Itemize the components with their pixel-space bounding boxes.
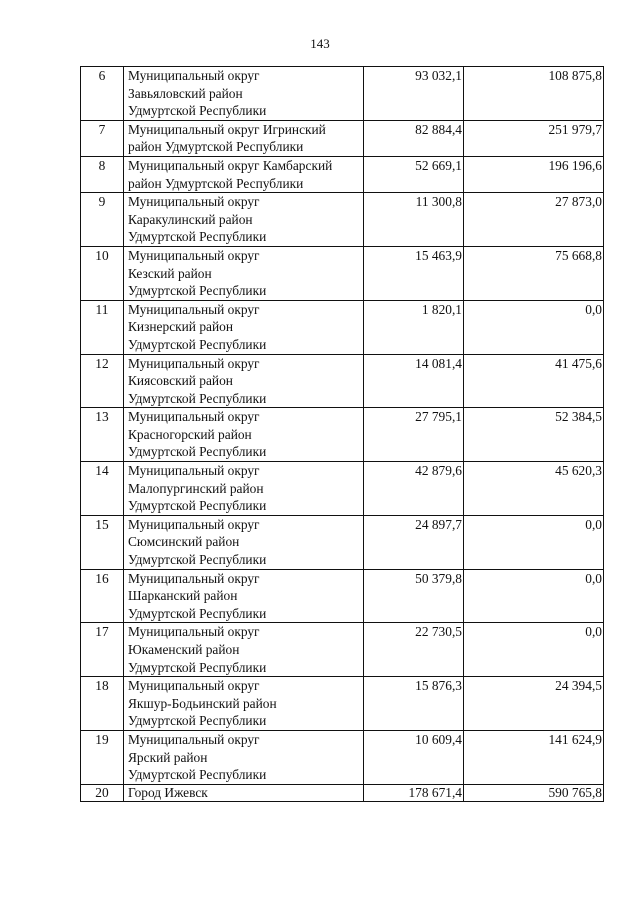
budget-table xyxy=(80,66,604,802)
table-row xyxy=(81,569,604,623)
value-2-cell: 590 765,8 xyxy=(464,784,604,801)
value-2-cell: 45 620,3 xyxy=(464,462,604,516)
value-1-cell: 50 379,8 xyxy=(364,569,464,623)
table-row xyxy=(81,730,604,784)
district-name-cell: Муниципальный округ Кезский район Удмуртской Республики xyxy=(124,246,364,300)
value-2-cell: 52 384,5 xyxy=(464,408,604,462)
table-row xyxy=(81,300,604,354)
value-2-cell: 141 624,9 xyxy=(464,730,604,784)
district-name-cell: Муниципальный округ Малопургинский район Удмуртской Республики xyxy=(124,462,364,516)
district-name-cell: Муниципальный округ Завьяловский район Удмуртской Республики xyxy=(124,67,364,121)
table-row xyxy=(81,623,604,677)
row-number-cell: 13 xyxy=(81,408,124,462)
table-row xyxy=(81,462,604,516)
row-number-cell: 14 xyxy=(81,462,124,516)
row-number-cell: 9 xyxy=(81,193,124,247)
value-2-cell: 0,0 xyxy=(464,569,604,623)
row-number-cell: 7 xyxy=(81,120,124,156)
value-1-cell: 1 820,1 xyxy=(364,300,464,354)
district-name-cell: Муниципальный округ Сюмсинский район Удмуртской Республики xyxy=(124,515,364,569)
row-number-cell: 20 xyxy=(81,784,124,801)
value-1-cell: 14 081,4 xyxy=(364,354,464,408)
district-name-cell: Муниципальный округ Камбарский район Удмуртской Республики xyxy=(124,156,364,192)
row-number-cell: 10 xyxy=(81,246,124,300)
value-1-cell: 22 730,5 xyxy=(364,623,464,677)
table-row xyxy=(81,515,604,569)
value-2-cell: 251 979,7 xyxy=(464,120,604,156)
table-row xyxy=(81,67,604,121)
table-row xyxy=(81,408,604,462)
value-1-cell: 178 671,4 xyxy=(364,784,464,801)
row-number-cell: 19 xyxy=(81,730,124,784)
value-2-cell: 108 875,8 xyxy=(464,67,604,121)
value-1-cell: 15 463,9 xyxy=(364,246,464,300)
table-row xyxy=(81,120,604,156)
table-row xyxy=(81,784,604,801)
row-number-cell: 6 xyxy=(81,67,124,121)
value-2-cell: 41 475,6 xyxy=(464,354,604,408)
district-name-cell: Муниципальный округ Киясовский район Удмуртской Республики xyxy=(124,354,364,408)
table-row xyxy=(81,193,604,247)
district-name-cell: Муниципальный округ Каракулинский район Удмуртской Республики xyxy=(124,193,364,247)
value-1-cell: 11 300,8 xyxy=(364,193,464,247)
value-1-cell: 15 876,3 xyxy=(364,677,464,731)
value-1-cell: 82 884,4 xyxy=(364,120,464,156)
table-row xyxy=(81,677,604,731)
value-1-cell: 42 879,6 xyxy=(364,462,464,516)
row-number-cell: 11 xyxy=(81,300,124,354)
value-2-cell: 0,0 xyxy=(464,515,604,569)
value-2-cell: 75 668,8 xyxy=(464,246,604,300)
row-number-cell: 16 xyxy=(81,569,124,623)
value-2-cell: 196 196,6 xyxy=(464,156,604,192)
district-name-cell: Муниципальный округ Красногорский район Удмуртской Республики xyxy=(124,408,364,462)
row-number-cell: 17 xyxy=(81,623,124,677)
value-2-cell: 0,0 xyxy=(464,623,604,677)
district-name-cell: Муниципальный округ Кизнерский район Удмуртской Республики xyxy=(124,300,364,354)
table-body xyxy=(81,67,604,802)
row-number-cell: 18 xyxy=(81,677,124,731)
row-number-cell: 15 xyxy=(81,515,124,569)
table-row xyxy=(81,354,604,408)
row-number-cell: 12 xyxy=(81,354,124,408)
value-2-cell: 0,0 xyxy=(464,300,604,354)
district-name-cell: Муниципальный округ Юкаменский район Удмуртской Республики xyxy=(124,623,364,677)
district-name-cell: Муниципальный округ Шарканский район Удмуртской Республики xyxy=(124,569,364,623)
value-1-cell: 93 032,1 xyxy=(364,67,464,121)
table-row xyxy=(81,246,604,300)
district-name-cell: Муниципальный округ Якшур-Бодьинский район Удмуртской Республики xyxy=(124,677,364,731)
district-name-cell: Город Ижевск xyxy=(124,784,364,801)
value-2-cell: 27 873,0 xyxy=(464,193,604,247)
value-1-cell: 24 897,7 xyxy=(364,515,464,569)
value-1-cell: 10 609,4 xyxy=(364,730,464,784)
value-1-cell: 27 795,1 xyxy=(364,408,464,462)
district-name-cell: Муниципальный округ Игринский район Удмуртской Республики xyxy=(124,120,364,156)
value-2-cell: 24 394,5 xyxy=(464,677,604,731)
page-number: 143 xyxy=(310,36,330,51)
district-name-cell: Муниципальный округ Ярский район Удмуртской Республики xyxy=(124,730,364,784)
table-row xyxy=(81,156,604,192)
value-1-cell: 52 669,1 xyxy=(364,156,464,192)
row-number-cell: 8 xyxy=(81,156,124,192)
